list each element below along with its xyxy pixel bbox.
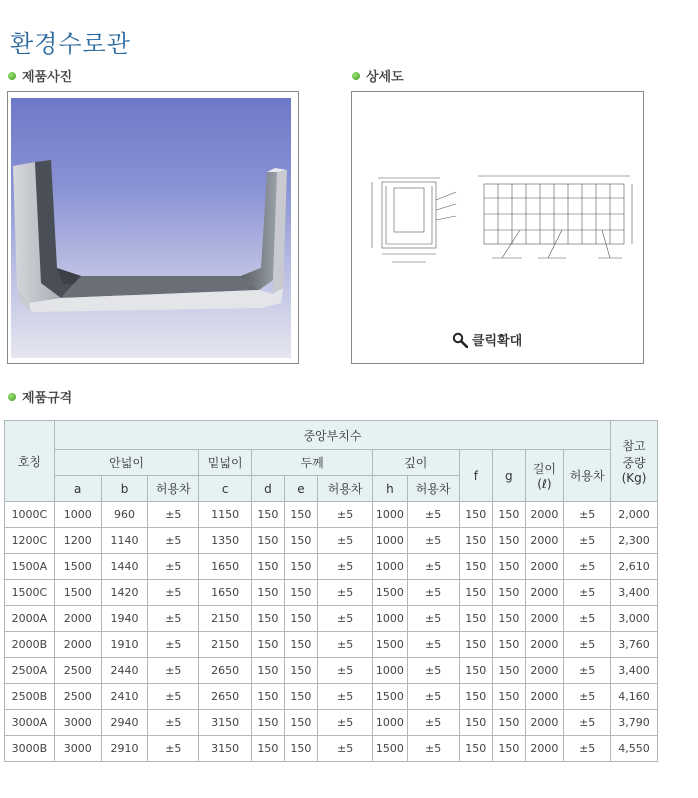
table-cell: 150 bbox=[493, 736, 526, 762]
table-cell: ±5 bbox=[564, 554, 611, 580]
table-cell: ±5 bbox=[407, 528, 459, 554]
table-cell: 150 bbox=[252, 736, 285, 762]
table-cell: 150 bbox=[284, 528, 318, 554]
table-cell: ±5 bbox=[318, 684, 373, 710]
bullet-icon bbox=[8, 72, 16, 80]
table-cell: 150 bbox=[493, 710, 526, 736]
table-cell: 1150 bbox=[199, 502, 252, 528]
table-cell: ±5 bbox=[318, 606, 373, 632]
subheader-cell: a bbox=[54, 476, 101, 502]
table-cell: 150 bbox=[493, 502, 526, 528]
section-detail-label bbox=[352, 66, 404, 85]
table-cell: 150 bbox=[459, 632, 493, 658]
table-cell: ±5 bbox=[318, 736, 373, 762]
table-cell: 1000 bbox=[373, 658, 408, 684]
bullet-icon bbox=[352, 72, 360, 80]
table-row bbox=[5, 710, 658, 736]
table-cell: 2000 bbox=[525, 606, 564, 632]
subheader-cell: e bbox=[284, 476, 318, 502]
table-cell: ±5 bbox=[148, 710, 199, 736]
table-cell: 2500B bbox=[5, 684, 55, 710]
table-cell: 2000 bbox=[525, 658, 564, 684]
table-cell: ±5 bbox=[564, 658, 611, 684]
table-cell: ±5 bbox=[148, 502, 199, 528]
table-cell: 3,400 bbox=[611, 658, 658, 684]
table-row bbox=[5, 528, 658, 554]
header-weight: 참고 중량 (Kg) bbox=[611, 421, 658, 502]
table-cell: 1000 bbox=[373, 710, 408, 736]
table-cell: 150 bbox=[284, 632, 318, 658]
table-cell: 2150 bbox=[199, 632, 252, 658]
table-cell: 1500A bbox=[5, 554, 55, 580]
table-cell: 150 bbox=[459, 736, 493, 762]
table-cell: ±5 bbox=[148, 736, 199, 762]
table-cell: ±5 bbox=[564, 580, 611, 606]
table-cell: 2,000 bbox=[611, 502, 658, 528]
table-cell: 2000 bbox=[525, 684, 564, 710]
table-cell: ±5 bbox=[318, 658, 373, 684]
spec-table bbox=[4, 420, 658, 762]
table-cell: 150 bbox=[252, 528, 285, 554]
table-cell: ±5 bbox=[148, 606, 199, 632]
page-title: 환경수로관 bbox=[10, 30, 131, 59]
table-cell: ±5 bbox=[564, 632, 611, 658]
table-cell: 1140 bbox=[101, 528, 148, 554]
table-cell: ±5 bbox=[407, 632, 459, 658]
table-cell: 150 bbox=[252, 554, 285, 580]
table-cell: 1650 bbox=[199, 554, 252, 580]
table-cell: 2000 bbox=[54, 606, 101, 632]
subheader-cell: d bbox=[252, 476, 285, 502]
table-cell: 150 bbox=[284, 502, 318, 528]
section-spec-text: 제품규격 bbox=[22, 391, 73, 406]
table-cell: 1000 bbox=[373, 554, 408, 580]
table-cell: 150 bbox=[252, 658, 285, 684]
table-cell: 150 bbox=[493, 554, 526, 580]
table-cell: ±5 bbox=[407, 580, 459, 606]
section-photo-text: 제품사진 bbox=[22, 70, 73, 85]
table-cell: 150 bbox=[252, 502, 285, 528]
subheader-cell: 허용차 bbox=[318, 476, 373, 502]
table-cell: 2000 bbox=[525, 710, 564, 736]
table-cell: 3000 bbox=[54, 736, 101, 762]
header-thickness: 두께 bbox=[252, 450, 373, 476]
table-cell: 2500 bbox=[54, 684, 101, 710]
table-cell: 150 bbox=[252, 632, 285, 658]
table-cell: 3000A bbox=[5, 710, 55, 736]
table-cell: 2650 bbox=[199, 658, 252, 684]
table-cell: 2910 bbox=[101, 736, 148, 762]
table-cell: 150 bbox=[459, 710, 493, 736]
table-cell: 2500 bbox=[54, 658, 101, 684]
table-cell: 1000 bbox=[373, 528, 408, 554]
table-cell: 150 bbox=[284, 606, 318, 632]
table-cell: 1000 bbox=[54, 502, 101, 528]
table-cell: 2440 bbox=[101, 658, 148, 684]
table-cell: 150 bbox=[493, 580, 526, 606]
table-cell: 1500 bbox=[373, 684, 408, 710]
subheader-cell: 허용차 bbox=[407, 476, 459, 502]
detail-drawing-frame[interactable] bbox=[351, 91, 644, 364]
table-cell: 150 bbox=[493, 606, 526, 632]
table-cell: 2000 bbox=[525, 554, 564, 580]
table-cell: ±5 bbox=[564, 606, 611, 632]
table-cell: 150 bbox=[252, 580, 285, 606]
table-cell: 2000 bbox=[525, 580, 564, 606]
table-cell: 4,550 bbox=[611, 736, 658, 762]
header-tolerance: 허용차 bbox=[564, 450, 611, 502]
spec-body bbox=[5, 502, 658, 762]
bullet-icon bbox=[8, 393, 16, 401]
table-cell: 1910 bbox=[101, 632, 148, 658]
table-cell: ±5 bbox=[318, 710, 373, 736]
table-cell: 1000 bbox=[373, 502, 408, 528]
table-cell: 2940 bbox=[101, 710, 148, 736]
section-spec-label bbox=[8, 387, 72, 406]
table-cell: 2000 bbox=[525, 502, 564, 528]
table-cell: 2000 bbox=[525, 632, 564, 658]
table-row bbox=[5, 580, 658, 606]
table-cell: 1500 bbox=[373, 632, 408, 658]
table-cell: ±5 bbox=[564, 528, 611, 554]
table-cell: ±5 bbox=[564, 710, 611, 736]
header-depth: 깊이 bbox=[373, 450, 459, 476]
table-cell: 150 bbox=[284, 554, 318, 580]
section-photo-label bbox=[8, 66, 72, 85]
table-cell: ±5 bbox=[318, 632, 373, 658]
table-cell: ±5 bbox=[407, 554, 459, 580]
table-cell: 3,760 bbox=[611, 632, 658, 658]
table-cell: ±5 bbox=[407, 658, 459, 684]
table-cell: 150 bbox=[284, 684, 318, 710]
table-cell: 150 bbox=[284, 710, 318, 736]
table-row bbox=[5, 632, 658, 658]
table-cell: 4,160 bbox=[611, 684, 658, 710]
subheader-cell: h bbox=[373, 476, 408, 502]
table-row bbox=[5, 736, 658, 762]
header-length: 길이 (ℓ) bbox=[525, 450, 564, 502]
header-bottom-width: 밑넓이 bbox=[199, 450, 252, 476]
table-cell: ±5 bbox=[148, 554, 199, 580]
table-cell: 960 bbox=[101, 502, 148, 528]
table-cell: 150 bbox=[252, 710, 285, 736]
table-cell: ±5 bbox=[318, 502, 373, 528]
table-cell: 3,400 bbox=[611, 580, 658, 606]
table-cell: 1500 bbox=[54, 580, 101, 606]
zoom-label: 클릭확대 bbox=[472, 334, 523, 349]
table-row bbox=[5, 658, 658, 684]
table-cell: ±5 bbox=[564, 736, 611, 762]
table-cell: ±5 bbox=[318, 580, 373, 606]
table-row bbox=[5, 684, 658, 710]
header-inner-width: 안넓이 bbox=[54, 450, 198, 476]
table-cell: 150 bbox=[493, 528, 526, 554]
table-cell: 3,000 bbox=[611, 606, 658, 632]
table-row bbox=[5, 554, 658, 580]
table-cell: 2000B bbox=[5, 632, 55, 658]
section-detail-text: 상세도 bbox=[366, 70, 404, 85]
table-cell: 1200C bbox=[5, 528, 55, 554]
table-cell: 3,790 bbox=[611, 710, 658, 736]
table-cell: 1440 bbox=[101, 554, 148, 580]
table-cell: 150 bbox=[459, 684, 493, 710]
table-cell: ±5 bbox=[148, 528, 199, 554]
table-cell: ±5 bbox=[318, 528, 373, 554]
table-cell: 1940 bbox=[101, 606, 148, 632]
table-cell: 150 bbox=[284, 736, 318, 762]
table-cell: 1500C bbox=[5, 580, 55, 606]
u-channel-image bbox=[11, 98, 291, 358]
table-cell: 150 bbox=[459, 580, 493, 606]
table-cell: 150 bbox=[493, 684, 526, 710]
table-cell: ±5 bbox=[407, 606, 459, 632]
table-cell: 2000 bbox=[525, 736, 564, 762]
table-cell: 150 bbox=[459, 528, 493, 554]
table-cell: ±5 bbox=[564, 502, 611, 528]
table-cell: ±5 bbox=[318, 554, 373, 580]
table-cell: ±5 bbox=[407, 736, 459, 762]
header-code: 호칭 bbox=[5, 421, 55, 502]
table-cell: 1500 bbox=[54, 554, 101, 580]
table-cell: 2,610 bbox=[611, 554, 658, 580]
magnifier-icon bbox=[452, 332, 468, 348]
table-cell: 1650 bbox=[199, 580, 252, 606]
product-photo bbox=[11, 98, 291, 358]
table-cell: 150 bbox=[252, 606, 285, 632]
table-cell: 150 bbox=[493, 632, 526, 658]
table-cell: 150 bbox=[459, 658, 493, 684]
table-cell: 2410 bbox=[101, 684, 148, 710]
table-cell: 1350 bbox=[199, 528, 252, 554]
table-cell: 150 bbox=[459, 502, 493, 528]
table-cell: 2150 bbox=[199, 606, 252, 632]
table-cell: 3150 bbox=[199, 736, 252, 762]
table-cell: 1500 bbox=[373, 736, 408, 762]
header-center: 중앙부치수 bbox=[54, 421, 610, 450]
table-cell: 1500 bbox=[373, 580, 408, 606]
table-row bbox=[5, 606, 658, 632]
table-cell: ±5 bbox=[148, 632, 199, 658]
table-cell: 3000B bbox=[5, 736, 55, 762]
table-cell: ±5 bbox=[407, 502, 459, 528]
table-cell: 3000 bbox=[54, 710, 101, 736]
table-cell: 2,300 bbox=[611, 528, 658, 554]
table-cell: ±5 bbox=[148, 580, 199, 606]
table-cell: 150 bbox=[284, 580, 318, 606]
table-cell: 2000 bbox=[525, 528, 564, 554]
header-g: g bbox=[493, 450, 526, 502]
subheader-cell: 허용차 bbox=[148, 476, 199, 502]
table-cell: 2000 bbox=[54, 632, 101, 658]
table-cell: ±5 bbox=[407, 684, 459, 710]
table-cell: 150 bbox=[493, 658, 526, 684]
table-cell: ±5 bbox=[148, 658, 199, 684]
subheader-cell: c bbox=[199, 476, 252, 502]
technical-drawing bbox=[352, 170, 643, 280]
table-cell: ±5 bbox=[407, 710, 459, 736]
table-cell: 150 bbox=[284, 658, 318, 684]
zoom-button[interactable] bbox=[452, 330, 522, 349]
table-cell: 3150 bbox=[199, 710, 252, 736]
table-cell: ±5 bbox=[564, 684, 611, 710]
table-row bbox=[5, 502, 658, 528]
table-cell: 150 bbox=[459, 606, 493, 632]
table-cell: 2650 bbox=[199, 684, 252, 710]
table-cell: 1000C bbox=[5, 502, 55, 528]
table-cell: 1420 bbox=[101, 580, 148, 606]
subheader-cell: b bbox=[101, 476, 148, 502]
product-photo-frame bbox=[7, 91, 299, 364]
table-cell: 1000 bbox=[373, 606, 408, 632]
table-cell: 2000A bbox=[5, 606, 55, 632]
header-f: f bbox=[459, 450, 493, 502]
table-cell: 150 bbox=[459, 554, 493, 580]
table-cell: 2500A bbox=[5, 658, 55, 684]
table-cell: 1200 bbox=[54, 528, 101, 554]
table-cell: ±5 bbox=[148, 684, 199, 710]
table-cell: 150 bbox=[252, 684, 285, 710]
